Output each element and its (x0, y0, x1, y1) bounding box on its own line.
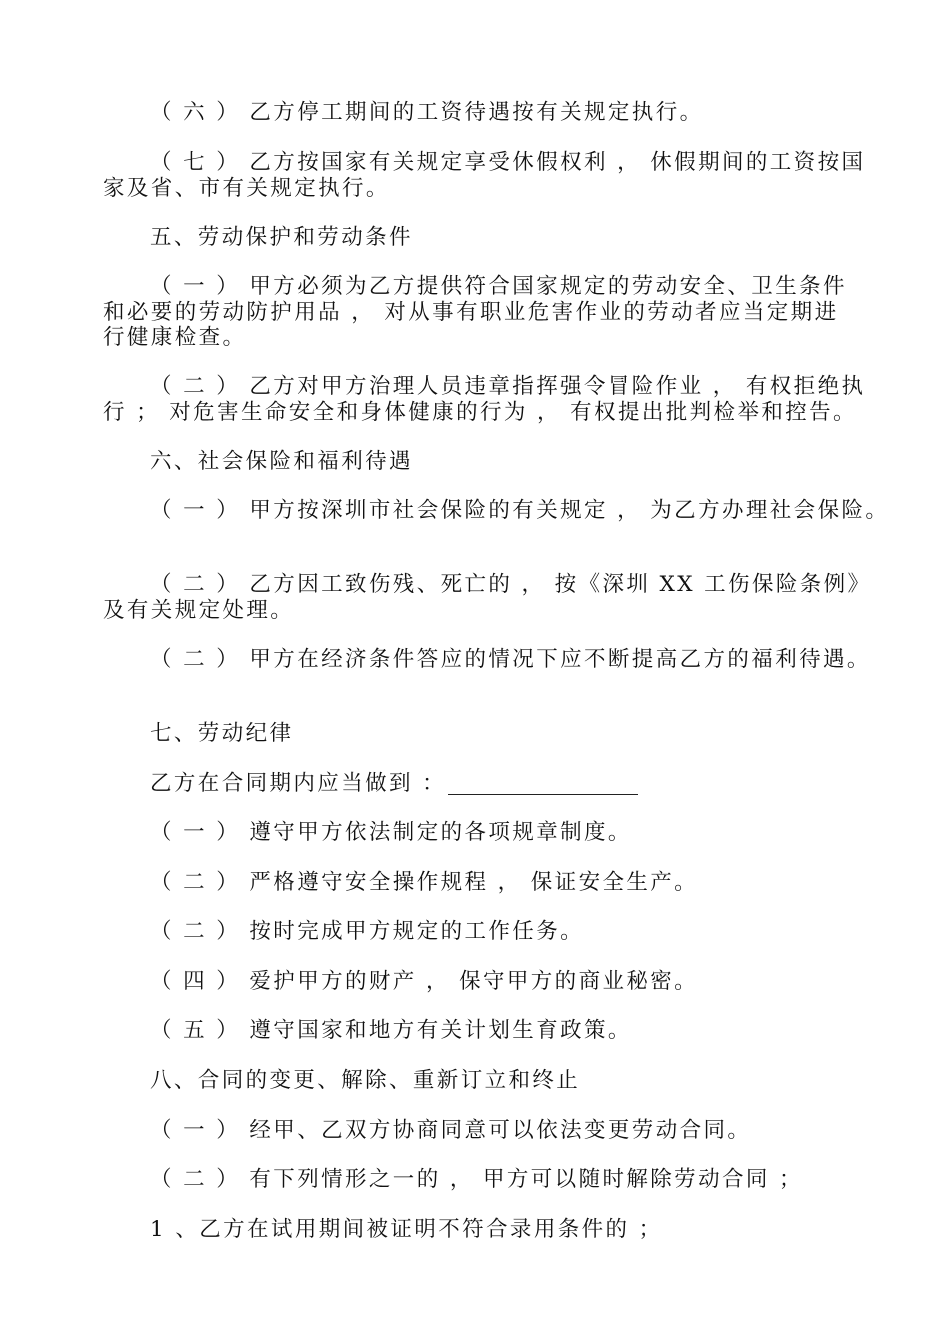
clause-5-1-line-1: （ 一 ） 甲方必须为乙方提供符合国家规定的劳动安全、卫生条件 (150, 274, 847, 299)
section-5-heading: 五、劳动保护和劳动条件 (150, 225, 413, 250)
section-7-heading: 七、劳动纪律 (150, 721, 294, 746)
clause-8-2-termination: （ 二 ） 有下列情形之一的 ， 甲方可以随时解除劳动合同 ； (150, 1167, 803, 1192)
section-8-heading: 八、合同的变更、解除、重新订立和终止 (150, 1068, 581, 1093)
clause-5-1-line-3: 行健康检查。 (103, 325, 247, 350)
discipline-item-4: （ 四 ） 爱护甲方的财产 ， 保守甲方的商业秘密。 (150, 969, 699, 994)
clause-8-1-change: （ 一 ） 经甲、乙双方协商同意可以依法变更劳动合同。 (150, 1118, 752, 1143)
clause-6-2-line-2: 及有关规定处理。 (103, 598, 295, 623)
clause-6-3-welfare: （ 二 ） 甲方在经济条件答应的情况下应不断提高乙方的福利待遇。 (150, 647, 871, 672)
clause-6-wage-during-suspension: （ 六 ） 乙方停工期间的工资待遇按有关规定执行。 (150, 100, 704, 125)
clause-5-1-line-2: 和必要的劳动防护用品 ， 对从事有职业危害作业的劳动者应当定期进 (103, 300, 839, 325)
discipline-intro: 乙方在合同期内应当做到 ： (150, 771, 447, 796)
clause-7-leave-rights-line-2: 家及省、市有关规定执行。 (103, 176, 390, 201)
clause-5-2-line-2: 行 ； 对危害生命安全和身体健康的行为 ， 有权提出批判检举和控告。 (103, 400, 857, 425)
discipline-item-5: （ 五 ） 遵守国家和地方有关计划生育政策。 (150, 1018, 632, 1043)
clause-6-2-line-1: （ 二 ） 乙方因工致伤残、死亡的 ， 按《深圳 XX 工伤保险条例》 (150, 572, 872, 597)
discipline-item-3: （ 二 ） 按时完成甲方规定的工作任务。 (150, 919, 585, 944)
discipline-item-1: （ 一 ） 遵守甲方依法制定的各项规章制度。 (150, 820, 632, 845)
section-6-heading: 六、社会保险和福利待遇 (150, 449, 413, 474)
clause-5-2-line-1: （ 二 ） 乙方对甲方治理人员违章指挥强令冒险作业 ， 有权拒绝执 (150, 374, 866, 399)
discipline-item-2: （ 二 ） 严格遵守安全操作规程 ， 保证安全生产。 (150, 870, 699, 895)
fill-in-blank-line (448, 794, 638, 795)
clause-8-2-item-1: 1 、乙方在试用期间被证明不符合录用条件的 ； (150, 1217, 663, 1242)
clause-6-1-social-insurance: （ 一 ） 甲方按深圳市社会保险的有关规定 ， 为乙方办理社会保险。 (150, 498, 890, 523)
clause-7-leave-rights-line-1: （ 七 ） 乙方按国家有关规定享受休假权利 ， 休假期间的工资按国 (150, 150, 866, 175)
